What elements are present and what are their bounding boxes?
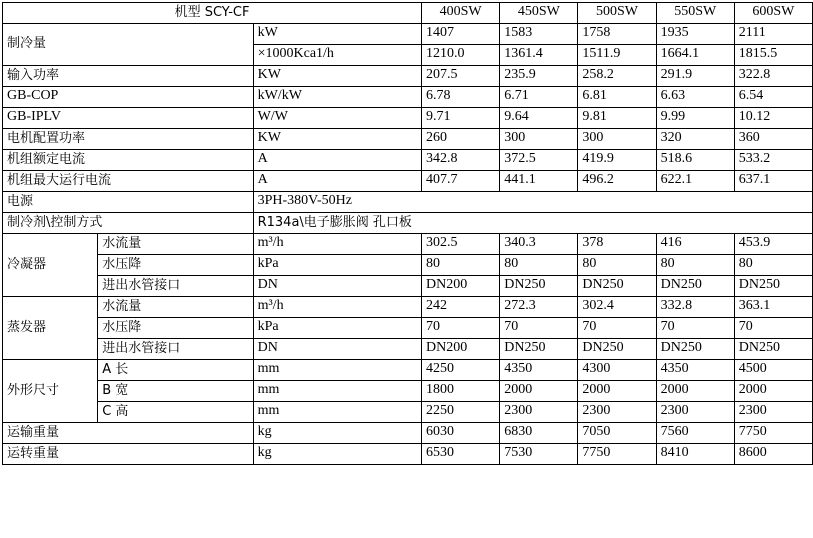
- table-row: [3, 171, 813, 192]
- cell-evap-water-drop-400sw: 70: [422, 318, 500, 339]
- cell-dim-a-length-600sw: 4500: [734, 360, 812, 381]
- row-label-evap-water-drop: 水压降: [98, 318, 253, 339]
- row-label-cond-water-drop: 水压降: [98, 255, 253, 276]
- cell-gb-iplv-400sw: 9.71: [422, 108, 500, 129]
- row-unit-gb-iplv: W/W: [253, 108, 421, 129]
- cell-gb-iplv-550sw: 9.99: [656, 108, 734, 129]
- cell-operating-weight-450sw: 7530: [500, 444, 578, 465]
- cell-cooling-capacity-550sw: 1935: [656, 24, 734, 45]
- cell-gb-cop-450sw: 6.71: [500, 87, 578, 108]
- cell-cond-water-flow-500sw: 378: [578, 234, 656, 255]
- row-unit-gb-cop: kW/kW: [253, 87, 421, 108]
- row-unit-input-power: KW: [253, 66, 421, 87]
- row-unit-cooling-capacity-kcal: ×1000Kca1/h: [253, 45, 421, 66]
- cell-evap-water-drop-450sw: 70: [500, 318, 578, 339]
- cell-gb-cop-500sw: 6.81: [578, 87, 656, 108]
- cell-operating-weight-500sw: 7750: [578, 444, 656, 465]
- table-row: [3, 339, 813, 360]
- cell-cooling-capacity-kcal-500sw: 1511.9: [578, 45, 656, 66]
- row-unit-unit-max-current: A: [253, 171, 421, 192]
- group-label-evaporator: 蒸发器: [3, 297, 98, 360]
- cell-cond-water-drop-500sw: 80: [578, 255, 656, 276]
- cell-dim-a-length-500sw: 4300: [578, 360, 656, 381]
- row-unit-evap-water-flow: m³/h: [253, 297, 421, 318]
- cell-shipping-weight-600sw: 7750: [734, 423, 812, 444]
- cell-cooling-capacity-kcal-550sw: 1664.1: [656, 45, 734, 66]
- row-label-unit-rated-current: 机组额定电流: [3, 150, 254, 171]
- row-label-evap-pipe-conn: 进出水管接口: [98, 339, 253, 360]
- cell-dim-b-width-500sw: 2000: [578, 381, 656, 402]
- row-label-evap-water-flow: 水流量: [98, 297, 253, 318]
- cell-input-power-500sw: 258.2: [578, 66, 656, 87]
- cell-gb-cop-400sw: 6.78: [422, 87, 500, 108]
- table-row: [3, 66, 813, 87]
- row-unit-dim-b-width: mm: [253, 381, 421, 402]
- cell-input-power-550sw: 291.9: [656, 66, 734, 87]
- cell-gb-iplv-600sw: 10.12: [734, 108, 812, 129]
- cell-evap-pipe-conn-550sw: DN250: [656, 339, 734, 360]
- cell-cooling-capacity-500sw: 1758: [578, 24, 656, 45]
- cell-input-power-400sw: 207.5: [422, 66, 500, 87]
- specification-table: [2, 2, 813, 465]
- cell-shipping-weight-550sw: 7560: [656, 423, 734, 444]
- row-unit-evap-water-drop: kPa: [253, 318, 421, 339]
- cell-cond-pipe-conn-450sw: DN250: [500, 276, 578, 297]
- column-header-500sw: 500SW: [578, 3, 656, 24]
- row-label-input-power: 输入功率: [3, 66, 254, 87]
- cell-cond-pipe-conn-550sw: DN250: [656, 276, 734, 297]
- row-label-operating-weight: 运转重量: [3, 444, 254, 465]
- row-label-gb-iplv: GB-IPLV: [3, 108, 254, 129]
- cell-evap-water-flow-600sw: 363.1: [734, 297, 812, 318]
- table-row: [3, 423, 813, 444]
- cell-motor-rated-power-600sw: 360: [734, 129, 812, 150]
- cell-evap-pipe-conn-600sw: DN250: [734, 339, 812, 360]
- row-label-unit-max-current: 机组最大运行电流: [3, 171, 254, 192]
- cell-unit-rated-current-400sw: 342.8: [422, 150, 500, 171]
- cell-unit-rated-current-450sw: 372.5: [500, 150, 578, 171]
- cell-gb-cop-550sw: 6.63: [656, 87, 734, 108]
- cell-operating-weight-600sw: 8600: [734, 444, 812, 465]
- table-row: [3, 297, 813, 318]
- cell-cooling-capacity-400sw: 1407: [422, 24, 500, 45]
- cell-dim-a-length-550sw: 4350: [656, 360, 734, 381]
- cell-cond-pipe-conn-400sw: DN200: [422, 276, 500, 297]
- row-value-refrigerant-control: R134a\电子膨胀阀 孔口板: [253, 213, 812, 234]
- cell-dim-a-length-450sw: 4350: [500, 360, 578, 381]
- row-unit-unit-rated-current: A: [253, 150, 421, 171]
- cell-unit-max-current-500sw: 496.2: [578, 171, 656, 192]
- cell-cooling-capacity-kcal-600sw: 1815.5: [734, 45, 812, 66]
- cell-dim-c-height-550sw: 2300: [656, 402, 734, 423]
- row-unit-motor-rated-power: KW: [253, 129, 421, 150]
- cell-evap-water-drop-550sw: 70: [656, 318, 734, 339]
- cell-cond-water-drop-400sw: 80: [422, 255, 500, 276]
- cell-unit-max-current-550sw: 622.1: [656, 171, 734, 192]
- cell-input-power-600sw: 322.8: [734, 66, 812, 87]
- cell-evap-water-drop-600sw: 70: [734, 318, 812, 339]
- cell-cond-pipe-conn-500sw: DN250: [578, 276, 656, 297]
- table-row: [3, 150, 813, 171]
- cell-dim-c-height-600sw: 2300: [734, 402, 812, 423]
- table-row: [3, 276, 813, 297]
- group-label-dimensions: 外形尺寸: [3, 360, 98, 423]
- cell-cond-water-flow-450sw: 340.3: [500, 234, 578, 255]
- cell-cond-pipe-conn-600sw: DN250: [734, 276, 812, 297]
- cell-cond-water-flow-550sw: 416: [656, 234, 734, 255]
- table-header-row: [3, 3, 813, 24]
- cell-operating-weight-400sw: 6530: [422, 444, 500, 465]
- row-unit-cond-pipe-conn: DN: [253, 276, 421, 297]
- cell-evap-water-flow-400sw: 242: [422, 297, 500, 318]
- row-label-cond-pipe-conn: 进出水管接口: [98, 276, 253, 297]
- cell-evap-water-flow-450sw: 272.3: [500, 297, 578, 318]
- cell-unit-max-current-600sw: 637.1: [734, 171, 812, 192]
- row-label-dim-c-height: C 高: [98, 402, 253, 423]
- cell-unit-rated-current-500sw: 419.9: [578, 150, 656, 171]
- cell-cooling-capacity-600sw: 2111: [734, 24, 812, 45]
- cell-cooling-capacity-450sw: 1583: [500, 24, 578, 45]
- cell-dim-b-width-550sw: 2000: [656, 381, 734, 402]
- table-row: [3, 129, 813, 150]
- cell-motor-rated-power-450sw: 300: [500, 129, 578, 150]
- cell-operating-weight-550sw: 8410: [656, 444, 734, 465]
- table-row: [3, 192, 813, 213]
- table-row: [3, 444, 813, 465]
- cell-evap-pipe-conn-500sw: DN250: [578, 339, 656, 360]
- cell-cond-water-flow-400sw: 302.5: [422, 234, 500, 255]
- row-unit-dim-a-length: mm: [253, 360, 421, 381]
- cell-evap-water-drop-500sw: 70: [578, 318, 656, 339]
- cell-evap-pipe-conn-450sw: DN250: [500, 339, 578, 360]
- row-label-motor-rated-power: 电机配置功率: [3, 129, 254, 150]
- table-row: [3, 318, 813, 339]
- row-unit-dim-c-height: mm: [253, 402, 421, 423]
- row-unit-cond-water-drop: kPa: [253, 255, 421, 276]
- cell-unit-max-current-400sw: 407.7: [422, 171, 500, 192]
- cell-cooling-capacity-kcal-400sw: 1210.0: [422, 45, 500, 66]
- cell-cond-water-drop-550sw: 80: [656, 255, 734, 276]
- cell-cond-water-drop-600sw: 80: [734, 255, 812, 276]
- column-header-450sw: 450SW: [500, 3, 578, 24]
- cell-evap-water-flow-500sw: 302.4: [578, 297, 656, 318]
- row-label-dim-b-width: B 宽: [98, 381, 253, 402]
- table-row: [3, 234, 813, 255]
- cell-dim-c-height-450sw: 2300: [500, 402, 578, 423]
- table-row: [3, 381, 813, 402]
- row-label-shipping-weight: 运输重量: [3, 423, 254, 444]
- row-unit-cond-water-flow: m³/h: [253, 234, 421, 255]
- row-unit-cooling-capacity: kW: [253, 24, 421, 45]
- cell-shipping-weight-450sw: 6830: [500, 423, 578, 444]
- cell-evap-water-flow-550sw: 332.8: [656, 297, 734, 318]
- cell-shipping-weight-500sw: 7050: [578, 423, 656, 444]
- row-label-power-supply: 电源: [3, 192, 254, 213]
- cell-dim-b-width-400sw: 1800: [422, 381, 500, 402]
- table-row: [3, 213, 813, 234]
- cell-motor-rated-power-400sw: 260: [422, 129, 500, 150]
- cell-dim-c-height-500sw: 2300: [578, 402, 656, 423]
- cell-cooling-capacity-kcal-450sw: 1361.4: [500, 45, 578, 66]
- row-label-dim-a-length: A 长: [98, 360, 253, 381]
- row-label-refrigerant-control: 制冷剂\控制方式: [3, 213, 254, 234]
- table-row: [3, 360, 813, 381]
- cell-shipping-weight-400sw: 6030: [422, 423, 500, 444]
- cell-gb-iplv-450sw: 9.64: [500, 108, 578, 129]
- row-value-power-supply: 3PH-380V-50Hz: [253, 192, 812, 213]
- cell-input-power-450sw: 235.9: [500, 66, 578, 87]
- table-row: [3, 255, 813, 276]
- cell-dim-a-length-400sw: 4250: [422, 360, 500, 381]
- row-unit-evap-pipe-conn: DN: [253, 339, 421, 360]
- cell-motor-rated-power-550sw: 320: [656, 129, 734, 150]
- table-row: [3, 87, 813, 108]
- group-label-condenser: 冷凝器: [3, 234, 98, 297]
- cell-evap-pipe-conn-400sw: DN200: [422, 339, 500, 360]
- table-row: [3, 402, 813, 423]
- row-label-cond-water-flow: 水流量: [98, 234, 253, 255]
- cell-cond-water-drop-450sw: 80: [500, 255, 578, 276]
- cell-gb-iplv-500sw: 9.81: [578, 108, 656, 129]
- cell-gb-cop-600sw: 6.54: [734, 87, 812, 108]
- cell-unit-max-current-450sw: 441.1: [500, 171, 578, 192]
- column-header-600sw: 600SW: [734, 3, 812, 24]
- row-unit-shipping-weight: kg: [253, 423, 421, 444]
- row-label-cooling-capacity: 制冷量: [3, 24, 254, 66]
- cell-dim-c-height-400sw: 2250: [422, 402, 500, 423]
- cell-cond-water-flow-600sw: 453.9: [734, 234, 812, 255]
- table-row: [3, 108, 813, 129]
- model-header-cell: 机型 SCY-CF: [3, 3, 422, 24]
- cell-dim-b-width-450sw: 2000: [500, 381, 578, 402]
- cell-unit-rated-current-550sw: 518.6: [656, 150, 734, 171]
- table-row: [3, 24, 813, 45]
- cell-motor-rated-power-500sw: 300: [578, 129, 656, 150]
- cell-dim-b-width-600sw: 2000: [734, 381, 812, 402]
- cell-unit-rated-current-600sw: 533.2: [734, 150, 812, 171]
- row-unit-operating-weight: kg: [253, 444, 421, 465]
- column-header-400sw: 400SW: [422, 3, 500, 24]
- column-header-550sw: 550SW: [656, 3, 734, 24]
- row-label-gb-cop: GB-COP: [3, 87, 254, 108]
